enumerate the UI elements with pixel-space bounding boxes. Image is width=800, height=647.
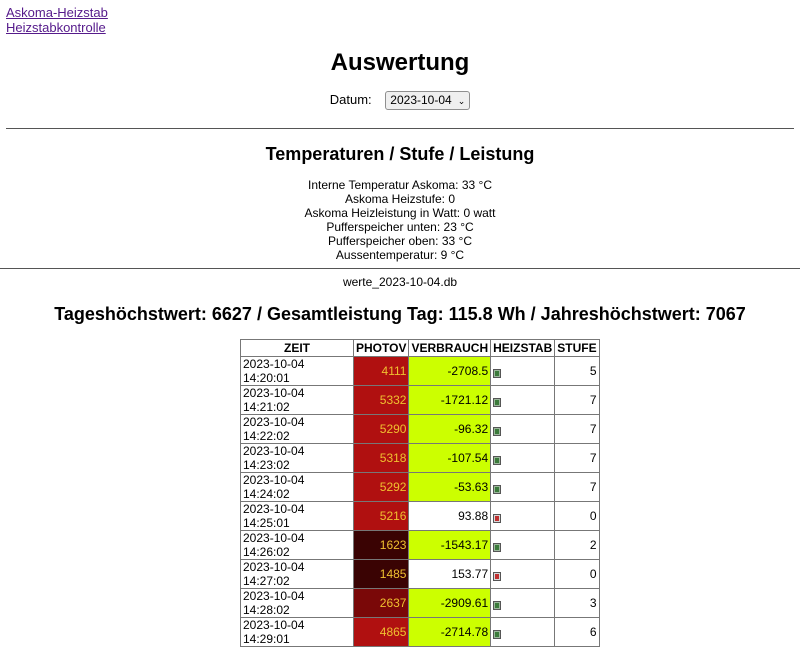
header-stufe: STUFE — [555, 340, 599, 357]
cell-heizstab — [491, 589, 555, 618]
cell-heizstab — [491, 357, 555, 386]
cell-stufe: 7 — [555, 444, 599, 473]
heater-on-icon — [493, 396, 501, 405]
metric-interne-temperatur: Interne Temperatur Askoma: 33 °C — [307, 178, 492, 192]
metric-pufferspeicher-oben: Pufferspeicher oben: 33 °C — [328, 234, 472, 248]
cell-photov: 5318 — [354, 444, 409, 473]
daily-summary: Tageshöchstwert: 6627 / Gesamtleistung Tag: 115.8 Wh / Jahreshöchstwert: 7067 — [54, 304, 746, 324]
cell-stufe: 7 — [555, 415, 599, 444]
cell-heizstab — [491, 473, 555, 502]
cell-zeit: 2023-10-04 14:27:02 — [241, 560, 354, 589]
date-select-value: 2023-10-04 — [390, 93, 452, 107]
cell-photov: 1623 — [354, 531, 409, 560]
cell-stufe: 0 — [555, 560, 599, 589]
metric-heizleistung: Askoma Heizleistung in Watt: 0 watt — [304, 206, 496, 220]
header-photov: PHOTOV — [354, 340, 409, 357]
cell-stufe: 7 — [555, 473, 599, 502]
cell-verbrauch: -53.63 — [409, 473, 491, 502]
cell-stufe: 2 — [555, 531, 599, 560]
cell-photov: 5290 — [354, 415, 409, 444]
heater-on-icon — [493, 599, 501, 608]
cell-verbrauch: -96.32 — [409, 415, 491, 444]
table-row — [241, 589, 600, 618]
metrics-list — [0, 178, 800, 262]
cell-heizstab — [491, 560, 555, 589]
cell-stufe: 3 — [555, 589, 599, 618]
cell-verbrauch: 93.88 — [409, 502, 491, 531]
cell-zeit: 2023-10-04 14:29:01 — [241, 618, 354, 647]
cell-verbrauch: -1721.12 — [409, 386, 491, 415]
table-header-row — [241, 340, 600, 357]
nav-links — [6, 5, 108, 35]
metric-pufferspeicher-unten: Pufferspeicher unten: 23 °C — [326, 220, 474, 234]
cell-heizstab — [491, 618, 555, 647]
cell-verbrauch: -2714.78 — [409, 618, 491, 647]
cell-stufe: 5 — [555, 357, 599, 386]
nav-link-askoma-heizstab[interactable]: Askoma-Heizstab — [6, 5, 108, 20]
cell-zeit: 2023-10-04 14:20:01 — [241, 357, 354, 386]
cell-heizstab — [491, 531, 555, 560]
table-row — [241, 531, 600, 560]
cell-heizstab — [491, 386, 555, 415]
cell-verbrauch: 153.77 — [409, 560, 491, 589]
cell-verbrauch: -2909.61 — [409, 589, 491, 618]
cell-verbrauch: -107.54 — [409, 444, 491, 473]
table-row — [241, 618, 600, 647]
section-title: Temperaturen / Stufe / Leistung — [265, 144, 535, 164]
cell-stufe: 0 — [555, 502, 599, 531]
table-row — [241, 357, 600, 386]
cell-photov: 5216 — [354, 502, 409, 531]
heater-on-icon — [493, 483, 501, 492]
cell-heizstab — [491, 444, 555, 473]
table-row — [241, 415, 600, 444]
divider-top — [6, 128, 794, 129]
cell-zeit: 2023-10-04 14:23:02 — [241, 444, 354, 473]
metric-heizstufe: Askoma Heizstufe: 0 — [344, 192, 456, 206]
header-zeit: ZEIT — [241, 340, 354, 357]
cell-stufe: 6 — [555, 618, 599, 647]
cell-zeit: 2023-10-04 14:24:02 — [241, 473, 354, 502]
table-row — [241, 444, 600, 473]
datum-label: Datum: — [329, 91, 372, 107]
divider-middle — [0, 268, 800, 269]
nav-link-heizstabkontrolle[interactable]: Heizstabkontrolle — [6, 20, 106, 35]
cell-photov: 2637 — [354, 589, 409, 618]
cell-zeit: 2023-10-04 14:28:02 — [241, 589, 354, 618]
db-filename: werte_2023-10-04.db — [342, 275, 458, 289]
table-row — [241, 386, 600, 415]
table-row — [241, 473, 600, 502]
cell-zeit: 2023-10-04 14:22:02 — [241, 415, 354, 444]
cell-heizstab — [491, 415, 555, 444]
heater-on-icon — [493, 425, 501, 434]
date-select[interactable] — [385, 91, 470, 110]
cell-photov: 5332 — [354, 386, 409, 415]
cell-photov: 4111 — [354, 357, 409, 386]
values-table — [240, 339, 600, 647]
cell-photov: 1485 — [354, 560, 409, 589]
cell-zeit: 2023-10-04 14:26:02 — [241, 531, 354, 560]
heater-on-icon — [493, 541, 501, 550]
cell-heizstab — [491, 502, 555, 531]
cell-photov: 5292 — [354, 473, 409, 502]
heater-on-icon — [493, 454, 501, 463]
date-selector-row — [0, 91, 800, 110]
heater-off-icon — [493, 570, 501, 579]
cell-zeit: 2023-10-04 14:21:02 — [241, 386, 354, 415]
table-row — [241, 502, 600, 531]
cell-zeit: 2023-10-04 14:25:01 — [241, 502, 354, 531]
page-title: Auswertung — [330, 49, 470, 76]
heater-off-icon — [493, 512, 501, 521]
metric-aussentemperatur: Aussentemperatur: 9 °C — [335, 248, 465, 262]
table-row — [241, 560, 600, 589]
header-verbrauch: VERBRAUCH — [409, 340, 491, 357]
cell-verbrauch: -2708.5 — [409, 357, 491, 386]
cell-photov: 4865 — [354, 618, 409, 647]
chevron-down-icon: ⌄ — [457, 96, 466, 106]
cell-verbrauch: -1543.17 — [409, 531, 491, 560]
heater-on-icon — [493, 628, 501, 637]
header-heizstab: HEIZSTAB — [491, 340, 555, 357]
heater-on-icon — [493, 367, 501, 376]
cell-stufe: 7 — [555, 386, 599, 415]
